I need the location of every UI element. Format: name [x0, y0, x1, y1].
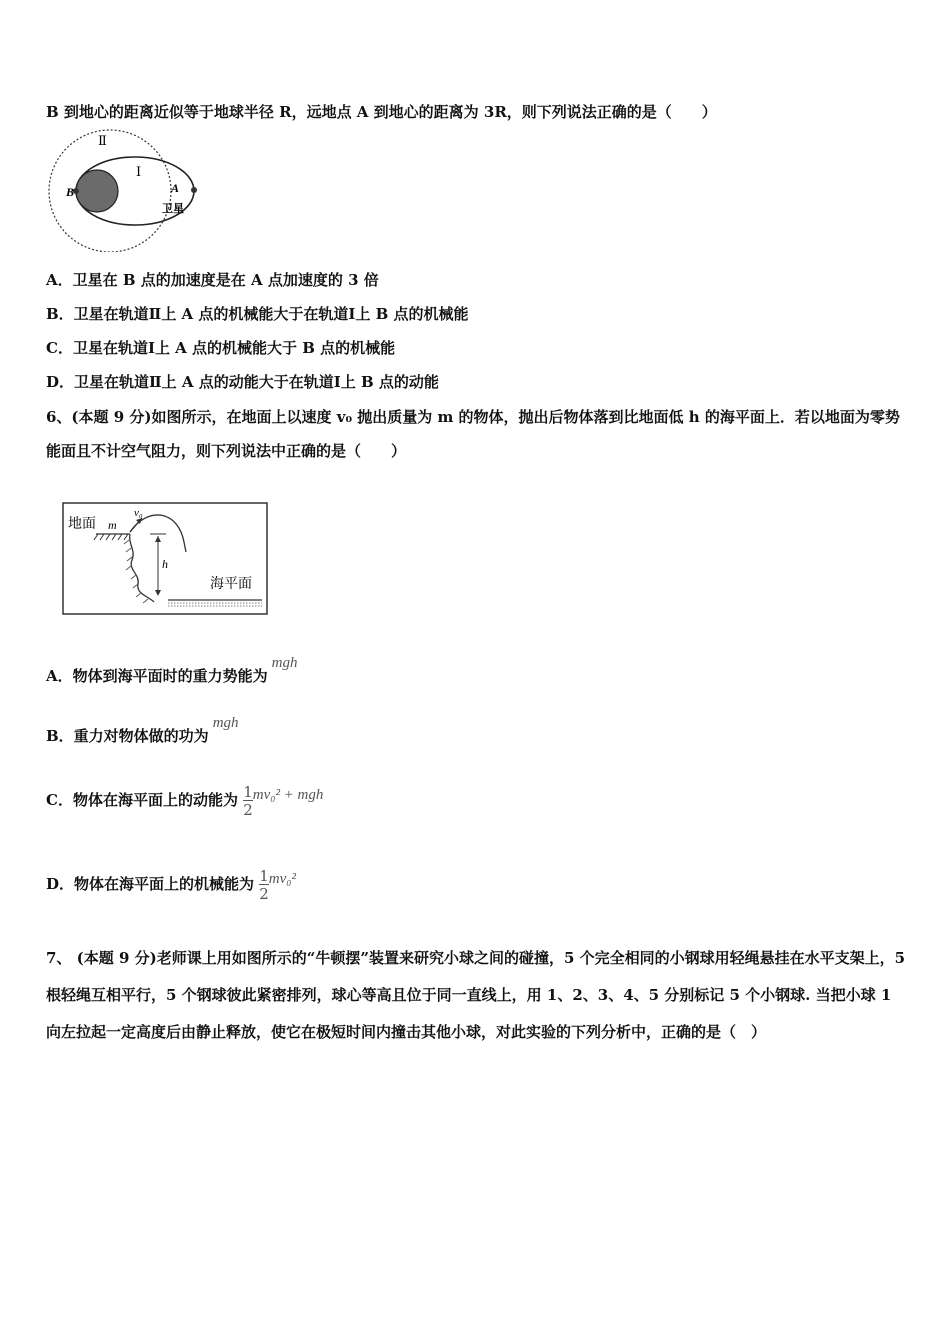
q6-option-b — [46, 715, 239, 747]
height-label: h — [162, 557, 168, 571]
q6-option-a — [46, 655, 298, 687]
q6-option-c-expr: mv₀² + mgh — [252, 787, 324, 803]
q6-option-b-expr: mgh — [212, 715, 239, 731]
q6-option-c-den: 2 — [243, 801, 253, 819]
cliff-figure — [62, 502, 270, 618]
q6-option-c-num: 1 — [243, 783, 253, 801]
point-b-label: B — [66, 185, 75, 199]
q6-option-d — [46, 864, 296, 905]
point-a-label: A — [171, 181, 180, 195]
q5-option-d: D．卫星在轨道Ⅱ上 A 点的动能大于在轨道Ⅰ上 B 点的动能 — [46, 373, 439, 391]
v0-label: v₀ — [134, 507, 143, 519]
q6-option-a-text: A．物体到海平面时的重力势能为 — [46, 667, 268, 685]
q6-option-c-fraction — [243, 784, 253, 818]
mass-label: m — [108, 518, 117, 532]
earth-icon — [76, 170, 118, 212]
q6-option-d-text: D．物体在海平面上的机械能为 — [46, 875, 255, 893]
q7-stem: 7、 (本题 9 分)老师课上用如图所示的“牛顿摆”装置来研究小球之间的碰撞，5 个完全相同的小钢球用轻绳悬挂在水平支架上，5 根轻绳互相平行，5 个钢球彼此紧密排列，球心等高且位于同一直线上，用 1、2、3、4、5 分别标记 5 个小钢球. 当把小球 1 向左拉起一定高度后由静止释放，使它在极短时间内撞击其他小球，对此实验的下列分析中，正确的是（ ） — [46, 949, 906, 1041]
q6-option-d-den: 2 — [259, 885, 269, 903]
q5-option-a: A．卫星在 B 点的加速度是在 A 点加速度的 3 倍 — [46, 271, 379, 289]
ground-label: 地面 — [68, 517, 96, 532]
q6-option-a-expr: mgh — [271, 655, 298, 671]
q6-option-c-text: C．物体在海平面上的动能为 — [46, 791, 238, 809]
q5-option-b: B．卫星在轨道Ⅱ上 A 点的机械能大于在轨道Ⅰ上 B 点的机械能 — [46, 305, 469, 323]
sea-label: 海平面 — [210, 577, 252, 592]
orbit-ii-label: Ⅱ — [98, 133, 107, 148]
q6-option-d-num: 1 — [259, 867, 269, 885]
q6-option-c — [46, 780, 323, 821]
point-a-marker — [191, 187, 197, 193]
q6-option-d-expr: mv₀² — [268, 871, 296, 887]
q6-option-b-text: B．重力对物体做的功为 — [46, 727, 209, 745]
orbit-figure — [40, 128, 200, 252]
q6-option-d-fraction — [259, 868, 269, 902]
q6-stem: 6、(本题 9 分)如图所示，在地面上以速度 v₀ 抛出质量为 m 的物体，抛出后物体落到比地面低 h 的海平面上．若以地面为零势能面且不计空气阻力，则下列说法中正确的是（ ） — [46, 408, 900, 460]
q5-stem: B 到地心的距离近似等于地球半径 R，远地点 A 到地心的距离为 3R，则下列说法正确的是（ ） — [46, 103, 717, 121]
satellite-label: 卫星 — [162, 203, 184, 215]
q5-option-c: C．卫星在轨道Ⅰ上 A 点的机械能大于 B 点的机械能 — [46, 339, 396, 357]
orbit-i-label: Ⅰ — [136, 164, 142, 179]
